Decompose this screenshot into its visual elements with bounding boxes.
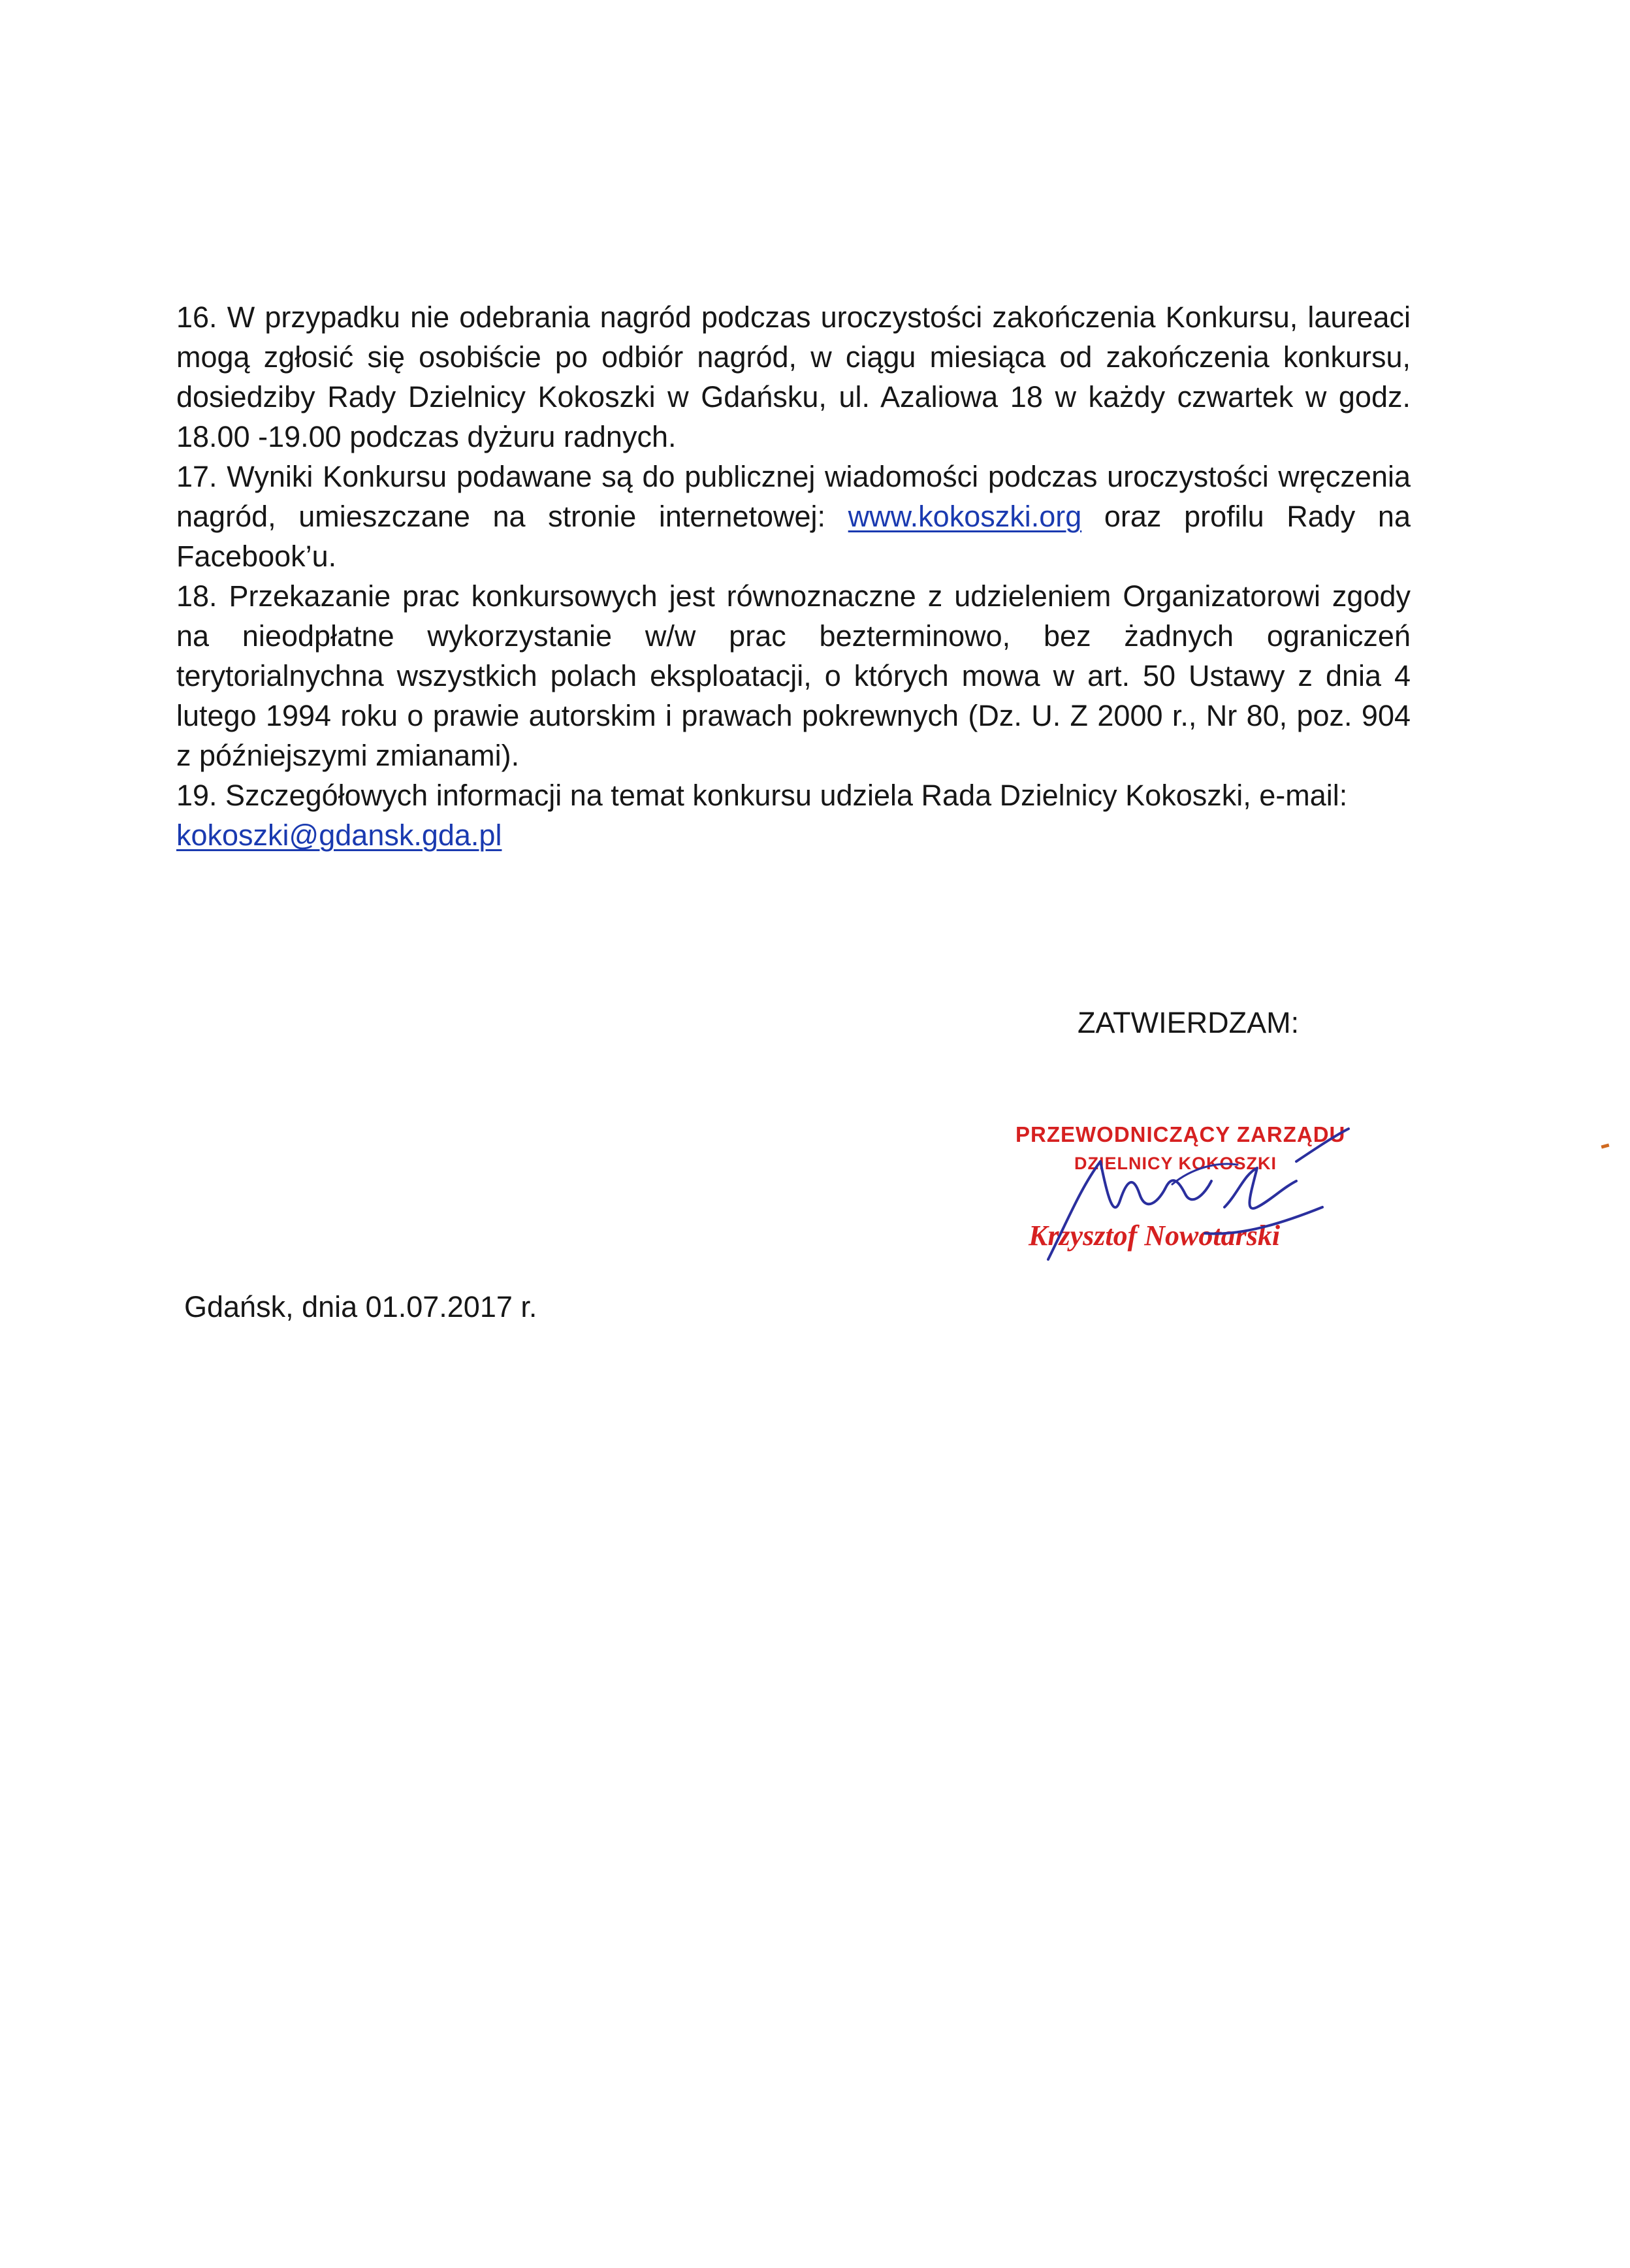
handwritten-signature xyxy=(1009,1122,1375,1272)
stamp-district: DZIELNICY KOKOSZKI xyxy=(1074,1154,1277,1173)
stamp-title: PRZEWODNICZĄCY ZARZĄDU xyxy=(1015,1122,1346,1146)
document-date: Gdańsk, dnia 01.07.2017 r. xyxy=(184,1290,537,1323)
paragraph-16 xyxy=(176,297,1411,457)
website-link[interactable]: www.kokoszki.org xyxy=(848,500,1082,533)
scan-speck xyxy=(1601,1144,1610,1149)
paragraph-18-text: 18. Przekazanie prac konkursowych jest równoznaczne z udzieleniem Organizatorowi zgody na nieodpłatne wykorzystanie w/w prac bezterminowo, bez żadnych ograniczeń terytorialnychna wszystkich polach eksploatacji, o których mowa w art. 50 Ustawy z dnia 4 lutego 1994 roku o prawie autorskim i prawach pokrewnych (Dz. U. Z 2000 r., Nr 80, poz. 904 z późniejszymi zmianami). xyxy=(176,579,1411,772)
paragraph-17-text-before: 17. Wyniki Konkursu podawane są do publicznej wiadomości podczas uroczystości wręczenia nagród, umieszczane na stronie internetowej: xyxy=(176,460,1411,533)
approval-label: ZATWIERDZAM: xyxy=(1078,1006,1300,1039)
email-link[interactable]: kokoszki@gdansk.gda.pl xyxy=(176,818,502,852)
paragraph-17-text-after: oraz profilu Rady na Facebook’u. xyxy=(176,500,1411,573)
paragraph-17 xyxy=(176,457,1411,576)
paragraph-19 xyxy=(176,775,1411,855)
official-stamp xyxy=(1009,1122,1375,1272)
stamp-name: Krzysztof Nowotarski xyxy=(1029,1220,1281,1252)
paragraph-19-text: 19. Szczegółowych informacji na temat konkursu udziela Rada Dzielnicy Kokoszki, e-mail: xyxy=(176,779,1348,812)
paragraph-16-text: 16. W przypadku nie odebrania nagród podczas uroczystości zakończenia Konkursu, laureaci mogą zgłosić się osobiście po odbiór nagród, w ciągu miesiąca od zakończenia konkursu, dosiedziby Rady Dzielnicy Kokoszki w Gdańsku, ul. Azaliowa 18 w każdy czwartek w godz. 18.00 -19.00 podczas dyżuru radnych. xyxy=(176,300,1411,453)
regulations-content xyxy=(176,297,1411,855)
paragraph-18 xyxy=(176,576,1411,775)
